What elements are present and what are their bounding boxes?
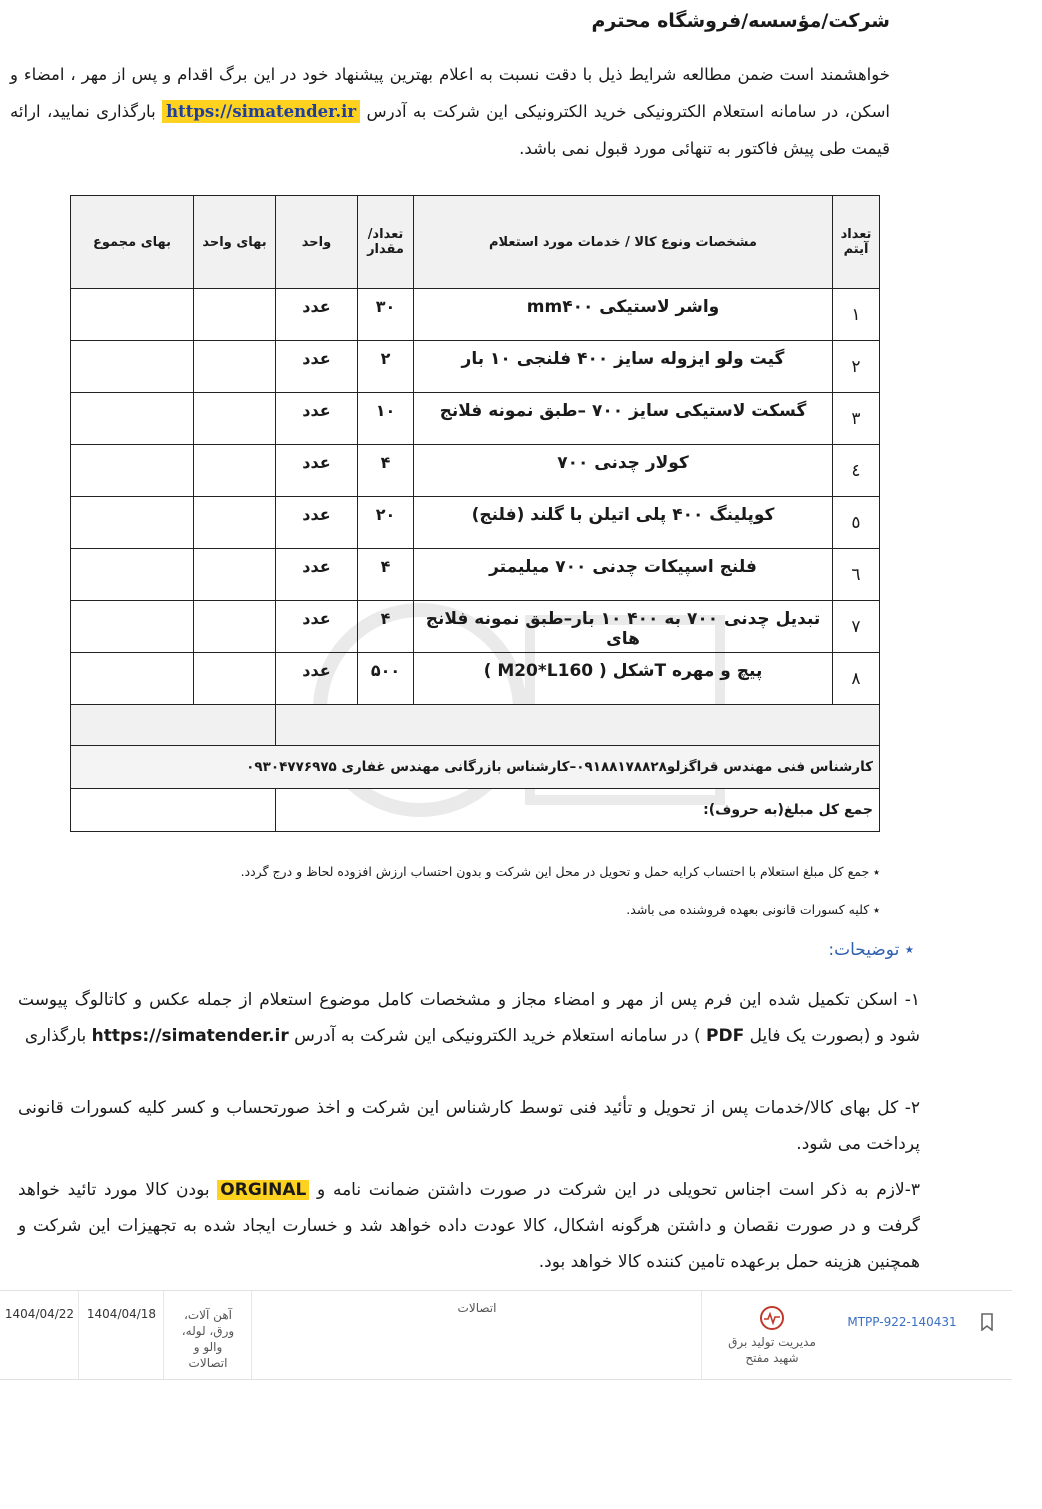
cell-quantity: ۴ <box>358 601 414 653</box>
end-date: 1404/04/22 <box>4 1307 75 1321</box>
explanations-bullet: ٭ <box>899 940 914 960</box>
bookmark-icon[interactable] <box>980 1313 994 1331</box>
cell-quantity: ۳۰ <box>358 289 414 341</box>
cell-total-price[interactable] <box>71 445 194 497</box>
cell-no: ١ <box>833 289 880 341</box>
cell-total-price[interactable] <box>71 289 194 341</box>
table-row <box>71 289 880 341</box>
item-1-text-c: بارگذاری <box>24 1026 87 1046</box>
header-unit-price: بهای واحد <box>194 196 276 289</box>
note-bullet: ٭ <box>869 902 880 917</box>
page-heading: شرکت/مؤسسه/فروشگاه محترم <box>591 10 890 32</box>
subject-text: اتصالات <box>457 1301 497 1315</box>
header-unit: واحد <box>276 196 358 289</box>
cell-description: فلنج اسپیکات چدنی ۷۰۰ میلیمتر <box>414 549 833 601</box>
cell-unit-price[interactable] <box>194 445 276 497</box>
cell-unit-price[interactable] <box>194 549 276 601</box>
explanations-title <box>828 940 914 960</box>
cell-unit: عدد <box>276 341 358 393</box>
spacer-cell <box>276 705 880 746</box>
cell-unit: عدد <box>276 601 358 653</box>
cell-description: کوپلینگ ۴۰۰ پلی اتیلن با گلند (فلنج) <box>414 497 833 549</box>
cell-total-price[interactable] <box>71 341 194 393</box>
explanations-title-text: توضیحات: <box>828 940 900 960</box>
cell-no: ٣ <box>833 393 880 445</box>
cell-quantity: ۲۰ <box>358 497 414 549</box>
cell-total-price[interactable] <box>71 549 194 601</box>
table-row <box>71 601 880 653</box>
cell-unit: عدد <box>276 653 358 705</box>
table-row <box>71 653 880 705</box>
cell-unit-price[interactable] <box>194 289 276 341</box>
subject-cell <box>251 1291 702 1379</box>
contact-info: کارشناس فنی مهندس قراگزلو۰۹۱۸۸۱۷۸۸۲۸–کارشناس بازرگانی مهندس غفاری ۰۹۳۰۴۷۷۶۹۷۵ <box>71 746 880 789</box>
cell-no: ٦ <box>833 549 880 601</box>
total-amount-cell[interactable] <box>71 789 276 832</box>
table-row <box>71 341 880 393</box>
cell-total-price[interactable] <box>71 653 194 705</box>
cell-description: گیت ولو ایزوله سایز ۴۰۰ فلنجی ۱۰ بار <box>414 341 833 393</box>
category-text: آهن آلات، ورق، لوله، والو و اتصالات <box>181 1308 235 1370</box>
cell-description: کولار چدنی ۷۰۰ <box>414 445 833 497</box>
org-cell <box>701 1291 842 1379</box>
cell-no: ٢ <box>833 341 880 393</box>
items-table <box>70 195 880 832</box>
explanation-item-3 <box>18 1172 920 1280</box>
organization-logo-icon <box>759 1305 785 1331</box>
item-1-text-b: ) در سامانه استعلام خرید الکترونیکی این شرکت به آدرس <box>294 1026 701 1046</box>
item-3-text-b: بودن کالا مورد تائید خواهد گرفت و در صورت نقصان و داشتن هرگونه اشکال، کالا عودت داده خواهد شد و خسارت ایجاد شده به تجهیزات این شرکت و همچنین هزینه حمل برعهده تامین کننده کالا خواهد بود. <box>18 1180 920 1272</box>
start-date-cell <box>78 1291 164 1379</box>
note-bullet: ٭ <box>869 864 880 879</box>
cell-no: ٤ <box>833 445 880 497</box>
table-row <box>71 549 880 601</box>
table-row <box>71 497 880 549</box>
cell-quantity: ۲ <box>358 341 414 393</box>
cell-unit-price[interactable] <box>194 341 276 393</box>
cell-no: ٨ <box>833 653 880 705</box>
cell-unit: عدد <box>276 497 358 549</box>
header-quantity: تعداد/ مقدار <box>358 196 414 289</box>
code-cell <box>842 1291 962 1379</box>
cell-description: گسکت لاستیکی سایز ۷۰۰ –طبق نمونه فلانج <box>414 393 833 445</box>
cell-unit-price[interactable] <box>194 653 276 705</box>
table-row <box>71 445 880 497</box>
intro-paragraph <box>10 56 890 167</box>
cell-unit-price[interactable] <box>194 601 276 653</box>
cell-unit: عدد <box>276 549 358 601</box>
explanation-item-1 <box>18 982 920 1054</box>
intro-url-link[interactable]: https://simatender.ir <box>162 100 360 123</box>
bookmark-cell[interactable] <box>962 1291 1012 1379</box>
cell-description: پیچ و مهره Tشکل ( M20*L160 ) <box>414 653 833 705</box>
note-1 <box>241 864 880 879</box>
table-header-row <box>71 196 880 289</box>
header-row-no: تعداد آیتم <box>833 196 880 289</box>
intro-text-1: خواهشمند است ضمن مطالعه شرایط ذیل با دقت نسبت به اعلام بهترین پیشنهاد خود در این برگ اقدام و پس از مهر ، امضاء و اسکن، در سامانه استعلام الکترونیکی خرید الکترونیکی این شرکت به آدرس <box>10 65 891 121</box>
tender-code[interactable]: MTPP-922-140431 <box>847 1315 957 1329</box>
cell-quantity: ۵۰۰ <box>358 653 414 705</box>
cell-description: واشر لاستیکی mm۴۰۰ <box>414 289 833 341</box>
cell-description: تبدیل چدنی ۷۰۰ به ۴۰۰ ۱۰ بار–طبق نمونه فلانج های <box>414 601 833 653</box>
note-text: جمع کل مبلغ استعلام با احتساب کرایه حمل و تحویل در محل این شرکت و بدون احتساب ارزش افزوده لحاظ و درج گردد. <box>240 864 870 879</box>
total-label: جمع کل مبلغ(به حروف): <box>276 789 880 832</box>
cell-total-price[interactable] <box>71 601 194 653</box>
cell-quantity: ۱۰ <box>358 393 414 445</box>
cell-no: ٧ <box>833 601 880 653</box>
note-text: کلیه کسورات قانونی بعهده فروشنده می باشد. <box>626 902 870 917</box>
category-cell <box>163 1291 252 1379</box>
item-3-text-a: ٣-لازم به ذکر است اجناس تحویلی در این شرکت در صورت داشتن ضمانت نامه و <box>317 1180 920 1200</box>
cell-unit: عدد <box>276 445 358 497</box>
item-1-pdf: PDF <box>706 1026 745 1046</box>
table-row <box>71 393 880 445</box>
cell-unit: عدد <box>276 289 358 341</box>
start-date: 1404/04/18 <box>86 1307 157 1321</box>
spacer-cell <box>71 705 276 746</box>
cell-no: ٥ <box>833 497 880 549</box>
cell-quantity: ۴ <box>358 445 414 497</box>
cell-quantity: ۴ <box>358 549 414 601</box>
item-1-url-link[interactable]: https://simatender.ir <box>91 1026 289 1046</box>
org-name: مدیریت تولید برق شهید مفتح <box>728 1335 816 1365</box>
item-1-text-a: ١- اسکن تکمیل شده این فرم پس از مهر و امضاء مجاز و مشخصات کامل موضوع استعلام از جمله عکس و کاتالوگ پیوست شود و (بصورت یک فایل <box>18 990 920 1046</box>
table-total-row <box>71 789 880 832</box>
cell-unit-price[interactable] <box>194 393 276 445</box>
note-2 <box>626 902 880 917</box>
cell-unit: عدد <box>276 393 358 445</box>
cell-unit-price[interactable] <box>194 497 276 549</box>
header-total-price: بهای مجموع <box>71 196 194 289</box>
item-3-highlight: ORGINAL <box>217 1180 309 1200</box>
cell-total-price[interactable] <box>71 393 194 445</box>
end-date-cell <box>0 1291 79 1379</box>
cell-total-price[interactable] <box>71 497 194 549</box>
table-spacer-row <box>71 705 880 746</box>
tender-summary-bar[interactable] <box>0 1290 1012 1380</box>
header-description: مشخصات ونوع کالا / خدمات مورد استعلام <box>414 196 833 289</box>
explanation-item-2: ٢- کل بهای کالا/خدمات پس از تحویل و تأئید فنی توسط کارشناس این شرکت و اخذ صورتحساب و کسر کلیه کسورات قانونی پرداخت می شود. <box>18 1098 920 1154</box>
intro-text-2: بارگذاری نمایید، ارائه قیمت طی پیش فاکتور به تنهائی مورد قبول نمی باشد. <box>10 102 890 158</box>
table-contact-row <box>71 746 880 789</box>
